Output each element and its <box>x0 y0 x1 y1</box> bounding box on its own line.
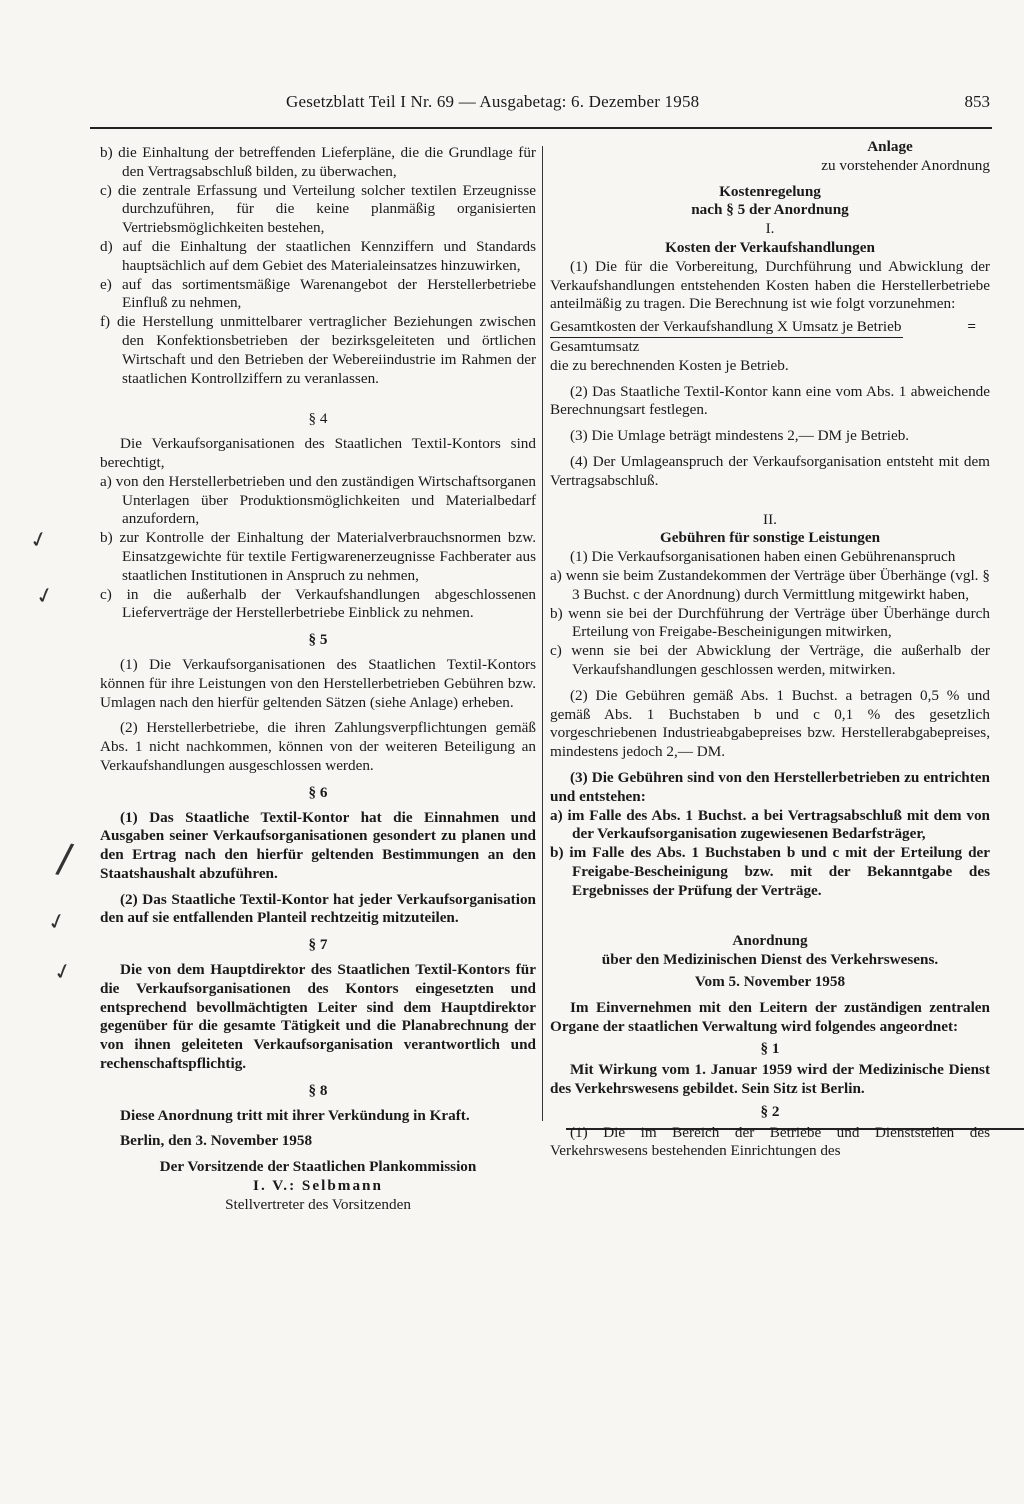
paragraph: (1) Das Staatliche Textil-Kontor hat die Einnahmen und Ausgaben seiner Verkaufsorganisationen gesondert zu planen und den Ertrag nach den hierfür geltenden Bestimmungen an den Staatshaushalt abzuführen. <box>100 808 536 882</box>
column-divider <box>542 146 543 1121</box>
formula <box>550 318 990 357</box>
formula-result: die zu berechnenden Kosten je Betrieb. <box>550 356 789 374</box>
list-item: b) wenn sie bei der Durchführung der Verträge über Überhänge durch Erteilung von Freigabe-Bescheinigungen mitwirken, <box>550 604 990 641</box>
margin-check-mark: ✓ <box>44 908 70 937</box>
signature-org: Der Vorsitzende der Staatlichen Plankommission <box>159 1158 477 1176</box>
formula-denominator: Gesamtumsatz <box>550 337 640 355</box>
list-item: c) in die außerhalb der Verkaufshandlungen abgeschlossenen Lieferverträge der Herstellerbetriebe Einblick zu nehmen. <box>100 585 536 622</box>
list-item: c) die zentrale Erfassung und Verteilung solcher textilen Erzeugnisse durchzuführen, für die keine planmäßig organisierten Vertriebsmöglichkeiten bestehen, <box>100 181 536 237</box>
paragraph: (1) Die im Bereich der Betriebe und Dienststellen des Verkehrswesens bestehenden Einrichtungen des <box>550 1123 990 1160</box>
list-item: b) zur Kontrolle der Einhaltung der Materialverbrauchsnormen bzw. Einsatzgewichte für textile Fertigwarenerzeugnisse Fachberater aus staatlichen Institutionen in Anspruch zu nehmen, <box>100 529 536 584</box>
list-item: d) auf die Einhaltung der staatlichen Kennziffern und Standards hauptsächlich auf dem Gebiet des Materialeinsatzes hinzuwirken, <box>100 237 536 274</box>
paragraph: (2) Das Staatliche Textil-Kontor kann eine vom Abs. 1 abweichende Berechnungsart festlegen. <box>550 382 990 419</box>
paragraph: Mit Wirkung vom 1. Januar 1959 wird der Medizinische Dienst des Verkehrswesens gebildet. Sein Sitz ist Berlin. <box>550 1061 990 1098</box>
part-title: Kosten der Verkaufshandlungen <box>665 238 875 256</box>
paragraph: Diese Anordnung tritt mit ihrer Verkündung in Kraft. <box>120 1106 470 1124</box>
section-heading: § 5 <box>308 631 328 649</box>
header-title: Gesetzblatt Teil I Nr. 69 — Ausgabetag: 6. Dezember 1958 <box>286 92 700 111</box>
anlage-subtitle: zu vorstehender Anordnung <box>821 156 990 174</box>
anlage-title: Anlage <box>867 138 913 155</box>
list-item: c) wenn sie bei der Abwicklung der Verträge, die außerhalb der Verkaufshandlungen geschlossen werden, mitwirken. <box>550 642 990 678</box>
page-header <box>90 92 990 120</box>
section-heading: § 1 <box>760 1040 780 1058</box>
ordinance-subtitle: über den Medizinischen Dienst des Verkehrswesens. <box>601 951 939 969</box>
kosten-title: nach § 5 der Anordnung <box>691 201 849 219</box>
margin-check-mark: ✓ <box>32 582 58 611</box>
signature-role: Stellvertreter des Vorsitzenden <box>225 1195 411 1213</box>
paragraph: (2) Das Staatliche Textil-Kontor hat jeder Verkaufsorganisation den auf sie entfallenden Planteil rechtzeitig mitzuteilen. <box>100 890 536 927</box>
part-title: Gebühren für sonstige Leistungen <box>659 529 881 547</box>
place-date: Berlin, den 3. November 1958 <box>120 1132 313 1150</box>
paragraph: Die Verkaufsorganisationen des Staatlichen Textil-Kontors sind berechtigt, <box>100 435 536 471</box>
list-item: b) im Falle des Abs. 1 Buchstaben b und c mit der Erteilung der Freigabe-Bescheinigung bzw. mit der Bekanntgabe des Ergebnisses der Prüfung der Verträge. <box>550 844 990 899</box>
paragraph: (3) Die Gebühren sind von den Herstellerbetrieben zu entrichten und entstehen: <box>550 768 990 805</box>
list-item: a) wenn sie beim Zustandekommen der Verträge über Überhänge (vgl. § 3 Buchst. c der Anordnung) durch Vermittlung mitgewirkt haben, <box>550 566 990 603</box>
part-numeral: I. <box>765 220 775 238</box>
list-item: e) auf das sortimentsmäßige Warenangebot der Herstellerbetriebe Einfluß zu nehmen, <box>100 275 536 312</box>
kosten-title: Kostenregelung <box>719 182 821 200</box>
right-column <box>550 138 990 1161</box>
paragraph: (1) Die Verkaufsorganisationen haben einen Gebührenanspruch <box>570 548 956 566</box>
part-numeral: II. <box>763 510 777 528</box>
section-heading: § 4 <box>308 410 328 428</box>
list-item: f) die Herstellung unmittelbarer vertraglicher Beziehungen zwischen den Konfektionsbetrieben der bezirksgeleiteten und örtlichen Wirtschaft und den Betrieben der Webereiindustrie im Rahmen der staatlichen Kontrollziffern zu veranlassen. <box>100 313 536 387</box>
margin-slash-mark: / <box>54 835 76 883</box>
ordinance-title: Anordnung <box>732 932 808 950</box>
list-item: a) im Falle des Abs. 1 Buchst. a bei Vertragsabschluß mit dem von der Verkaufsorganisation zugewiesenen Bedarfsträger, <box>550 806 990 843</box>
section-heading: § 8 <box>308 1081 328 1099</box>
signature-name: I. V.: Selbmann <box>253 1177 383 1195</box>
margin-check-mark: ✓ <box>26 526 52 555</box>
ordinance-date: Vom 5. November 1958 <box>694 973 846 991</box>
page-number: 853 <box>964 92 990 111</box>
paragraph: (4) Der Umlageanspruch der Verkaufsorganisation entsteht mit dem Vertragsabschluß. <box>550 452 990 489</box>
paragraph: (1) Die Verkaufsorganisationen des Staatlichen Textil-Kontors können für ihre Leistungen von den Herstellerbetrieben Gebühren bzw. Umlagen nach den hierfür geltenden Sätzen (siehe Anlage) erheben. <box>100 655 536 711</box>
paragraph: (3) Die Umlage beträgt mindestens 2,— DM je Betrieb. <box>570 427 910 445</box>
section-heading: § 2 <box>760 1102 780 1120</box>
paragraph: Im Einvernehmen mit den Leitern der zuständigen zentralen Organe der staatlichen Verwaltung wird folgendes angeordnet: <box>550 998 990 1035</box>
paragraph: (2) Herstellerbetriebe, die ihren Zahlungsverpflichtungen gemäß Abs. 1 nicht nachkommen, können von der weiteren Beteiligung an Verkaufshandlungen ausgeschlossen werden. <box>100 719 536 774</box>
paragraph: Die von dem Hauptdirektor des Staatlichen Textil-Kontors für die Verkaufsorganisationen des Kontors eingesetzten und entsprechend bevollmächtigten Leiter sind dem Hauptdirektor gegenüber für die gesamte Tätigkeit und die Planabrechnung der von ihnen geleiteten Verkaufsorganisation verantwortlich und rechenschaftspflichtig. <box>100 961 536 1073</box>
list-item: a) von den Herstellerbetrieben und den zuständigen Wirtschaftsorganen Unterlagen über Produktionsmöglichkeiten und Materialbedarf anzufordern, <box>100 472 536 528</box>
formula-equals: = <box>967 318 976 336</box>
section-heading: § 7 <box>308 936 328 954</box>
left-column <box>100 144 536 1215</box>
list-item: b) die Einhaltung der betreffenden Lieferpläne, die die Grundlage für den Vertragsabschluß bilden, zu überwachen, <box>100 144 536 180</box>
paragraph: (2) Die Gebühren gemäß Abs. 1 Buchst. a betragen 0,5 % und gemäß Abs. 1 Buchstaben b und c 0,1 % des gesetzlich vorgeschriebenen Industrieabgabepreises bzw. Herstellerabgabepreises, mindestens jedoch 2,— DM. <box>550 686 990 761</box>
margin-check-mark: ✓ <box>50 958 76 987</box>
section-heading: § 6 <box>308 783 328 801</box>
header-rule <box>90 127 992 129</box>
formula-numerator: Gesamtkosten der Verkaufshandlung X Umsatz je Betrieb <box>550 318 903 338</box>
paragraph: (1) Die für die Vorbereitung, Durchführung und Abwicklung der Verkaufshandlungen entstehenden Kosten haben die Herstellerbetriebe anteilmäßig zu tragen. Die Berechnung ist wie folgt vorzunehmen: <box>550 257 990 313</box>
